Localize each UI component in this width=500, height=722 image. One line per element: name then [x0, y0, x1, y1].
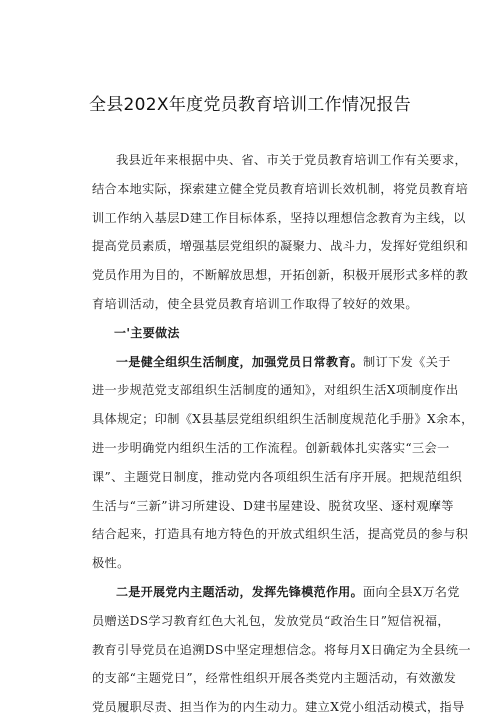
section-heading: 一'主要做法 — [114, 325, 180, 340]
paragraph-first-line — [92, 578, 460, 607]
intro-line: 结合本地实际，探索建立健全党员教育培训长效机制，将党员教育培 — [92, 181, 469, 196]
paragraph-line: 结合起来，打造具有地方特色的开放式组织生活，提高党员的参与积 — [92, 527, 469, 542]
document-title: 全县202X年度党员教育培训工作情况报告 — [88, 95, 412, 115]
paragraph-line: 具体规定；印制《X县基层党组织组织生活制度规范化手册》X余本， — [92, 412, 474, 427]
paragraph-lead: 二是开展党内主题活动，发挥先锋模范作用。 — [116, 584, 364, 599]
paragraph-line: 教育引导党员在追溯DS中坚定理想信念。将每月X日确定为全县统一 — [92, 642, 471, 657]
paragraph-lead: 一是健全组织生活制度，加强党员日常教育。 — [116, 354, 364, 369]
paragraph-first-line — [92, 348, 451, 377]
intro-line: 训工作纳入基层D建工作目标体系，坚持以理想信念教育为主线，以 — [92, 210, 466, 225]
paragraph-text: 面向全县X万名党 — [363, 584, 460, 599]
paragraph-line: 课”、主题党日制度，推动党内各项组织生活有序开展。把规范组织 — [92, 469, 463, 484]
paragraph-line: 极性。 — [92, 556, 130, 571]
document-body — [92, 146, 474, 722]
intro-line: 党员作用为目的，不断解放思想，开拓创新，积极开展形式多样的教 — [92, 268, 469, 283]
paragraph-line: 员赠送DS学习教育红色大礼包，发放党员“政治生日”短信祝福， — [92, 613, 450, 628]
intro-line: 提高党员素质，增强基层党组织的凝聚力、战斗力，发挥好党组织和 — [92, 239, 469, 254]
paragraph-line: 党员履职尽责、担当作为的内生动力。建立X党小组活动模式，指导 — [92, 700, 465, 715]
paragraph-line: 进一步规范党支部组织生活制度的通知》，对组织生活X项制度作出 — [92, 383, 459, 398]
paragraph-line: 的支部“主题党日”，经常性组织开展各类党内主题活动，有效激发 — [92, 671, 457, 686]
intro-line: 育培训活动，使全县党员教育培训工作取得了较好的效果。 — [92, 296, 418, 311]
paragraph-line: 生活与“三新”讲习所建设、D建书屋建设、脱贫攻坚、逐村观摩等 — [92, 498, 454, 513]
paragraph-text: 制订下发《关于 — [363, 354, 451, 369]
intro-line: 我县近年来根据中央、省、市关于党员教育培训工作有关要求， — [116, 153, 468, 167]
paragraph-line: 进一步明确党内组织生活的工作流程。创新载体扎实落实“三会一 — [92, 440, 450, 455]
